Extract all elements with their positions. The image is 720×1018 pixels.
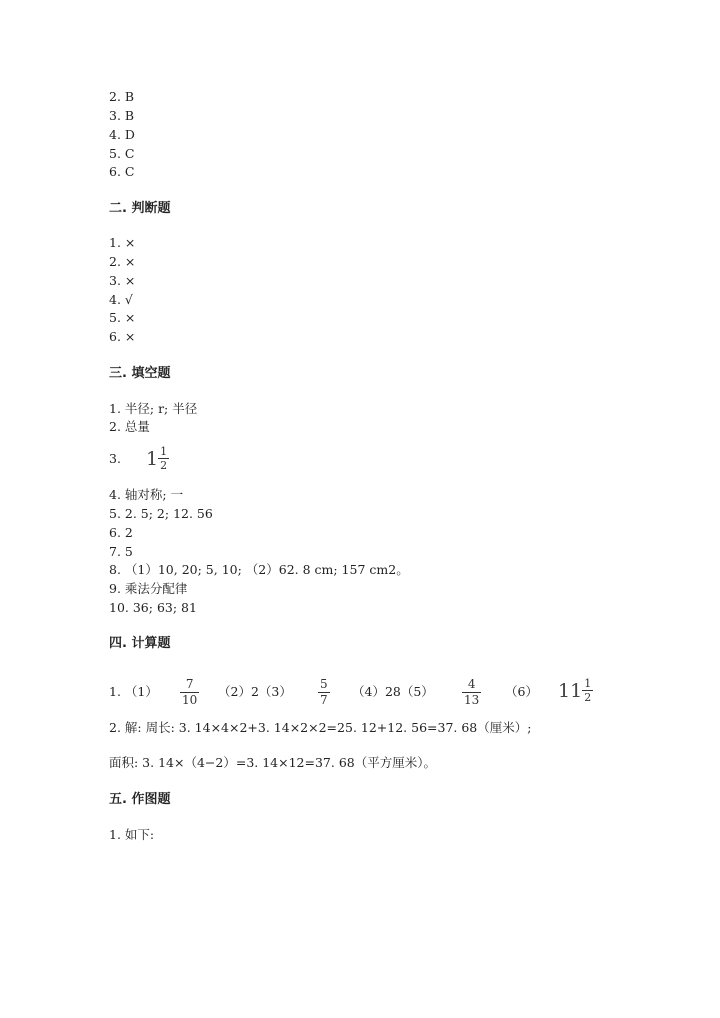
fraction-denominator: 7 — [320, 693, 328, 707]
choice-answer-5: 5. C — [109, 146, 135, 161]
fill-answer-8: 8. （1）10, 20; 5, 10; （2）62. 8 cm; 157 cm2。 — [109, 562, 409, 577]
choice-answer-4: 4. D — [109, 127, 135, 142]
mixed-fraction — [158, 446, 169, 471]
judge-answer-2: 2. × — [109, 254, 136, 269]
fill-answer-7: 7. 5 — [109, 544, 133, 559]
judge-answer-4: 4. √ — [109, 292, 133, 307]
calc-part-2-3-text: （2）2（3） — [218, 684, 292, 699]
calc-part-6-mixed-number — [558, 678, 593, 703]
fill-answer-10: 10. 36; 63; 81 — [109, 600, 197, 615]
calc-part-1-fraction — [180, 678, 199, 707]
calc-answer-2-area: 面积: 3. 14×（4−2）=3. 14×12=37. 68（平方厘米）。 — [109, 755, 436, 770]
fill-answer-6: 6. 2 — [109, 525, 133, 540]
fill-answer-3-mixed-number — [146, 446, 169, 471]
fraction-numerator: 7 — [185, 677, 194, 691]
calc-part-4-5-text: （4）28（5） — [352, 684, 434, 699]
fraction-denominator: 10 — [182, 693, 198, 707]
fill-answer-5: 5. 2. 5; 2; 12. 56 — [109, 506, 213, 521]
fill-answer-3-label: 3. — [109, 451, 121, 466]
fill-section-title: 三. 填空题 — [109, 366, 171, 381]
draw-section-title: 五. 作图题 — [109, 792, 171, 807]
judge-answer-1: 1. × — [109, 235, 136, 250]
calc-answer-2-perimeter: 2. 解: 周长: 3. 14×4×2+3. 14×2×2=25. 12+12. 56=37. 68（厘米）; — [109, 720, 532, 735]
calc-section-title: 四. 计算题 — [109, 636, 171, 651]
draw-answer-1: 1. 如下: — [109, 827, 155, 842]
mixed-whole: 1 — [146, 447, 159, 470]
fraction-denominator: 2 — [160, 459, 168, 472]
calc-part-3-fraction — [318, 678, 330, 707]
mixed-whole: 11 — [558, 679, 583, 702]
fraction-numerator: 5 — [320, 677, 328, 691]
fraction-denominator: 2 — [584, 691, 592, 704]
judge-answer-6: 6. × — [109, 329, 136, 344]
calc-part-5-fraction — [462, 678, 481, 707]
fill-answer-2: 2. 总量 — [109, 419, 150, 434]
calc-part-6-text: （6） — [505, 684, 538, 699]
choice-answer-6: 6. C — [109, 164, 135, 179]
mixed-fraction — [582, 678, 593, 703]
judge-answer-5: 5. × — [109, 310, 136, 325]
choice-answer-2: 2. B — [109, 89, 135, 104]
fraction-numerator: 4 — [467, 677, 476, 691]
fill-answer-1: 1. 半径; r; 半径 — [109, 401, 198, 416]
fill-answer-9: 9. 乘法分配律 — [109, 581, 188, 596]
choice-answer-3: 3. B — [109, 108, 135, 123]
fraction-numerator: 1 — [584, 677, 592, 690]
calc-answer-1-label: 1. （1） — [109, 684, 158, 699]
judge-answer-3: 3. × — [109, 273, 136, 288]
fraction-numerator: 1 — [160, 445, 168, 458]
fill-answer-4: 4. 轴对称; 一 — [109, 487, 184, 502]
fraction-denominator: 13 — [464, 693, 480, 707]
judge-section-title: 二. 判断题 — [109, 201, 171, 216]
